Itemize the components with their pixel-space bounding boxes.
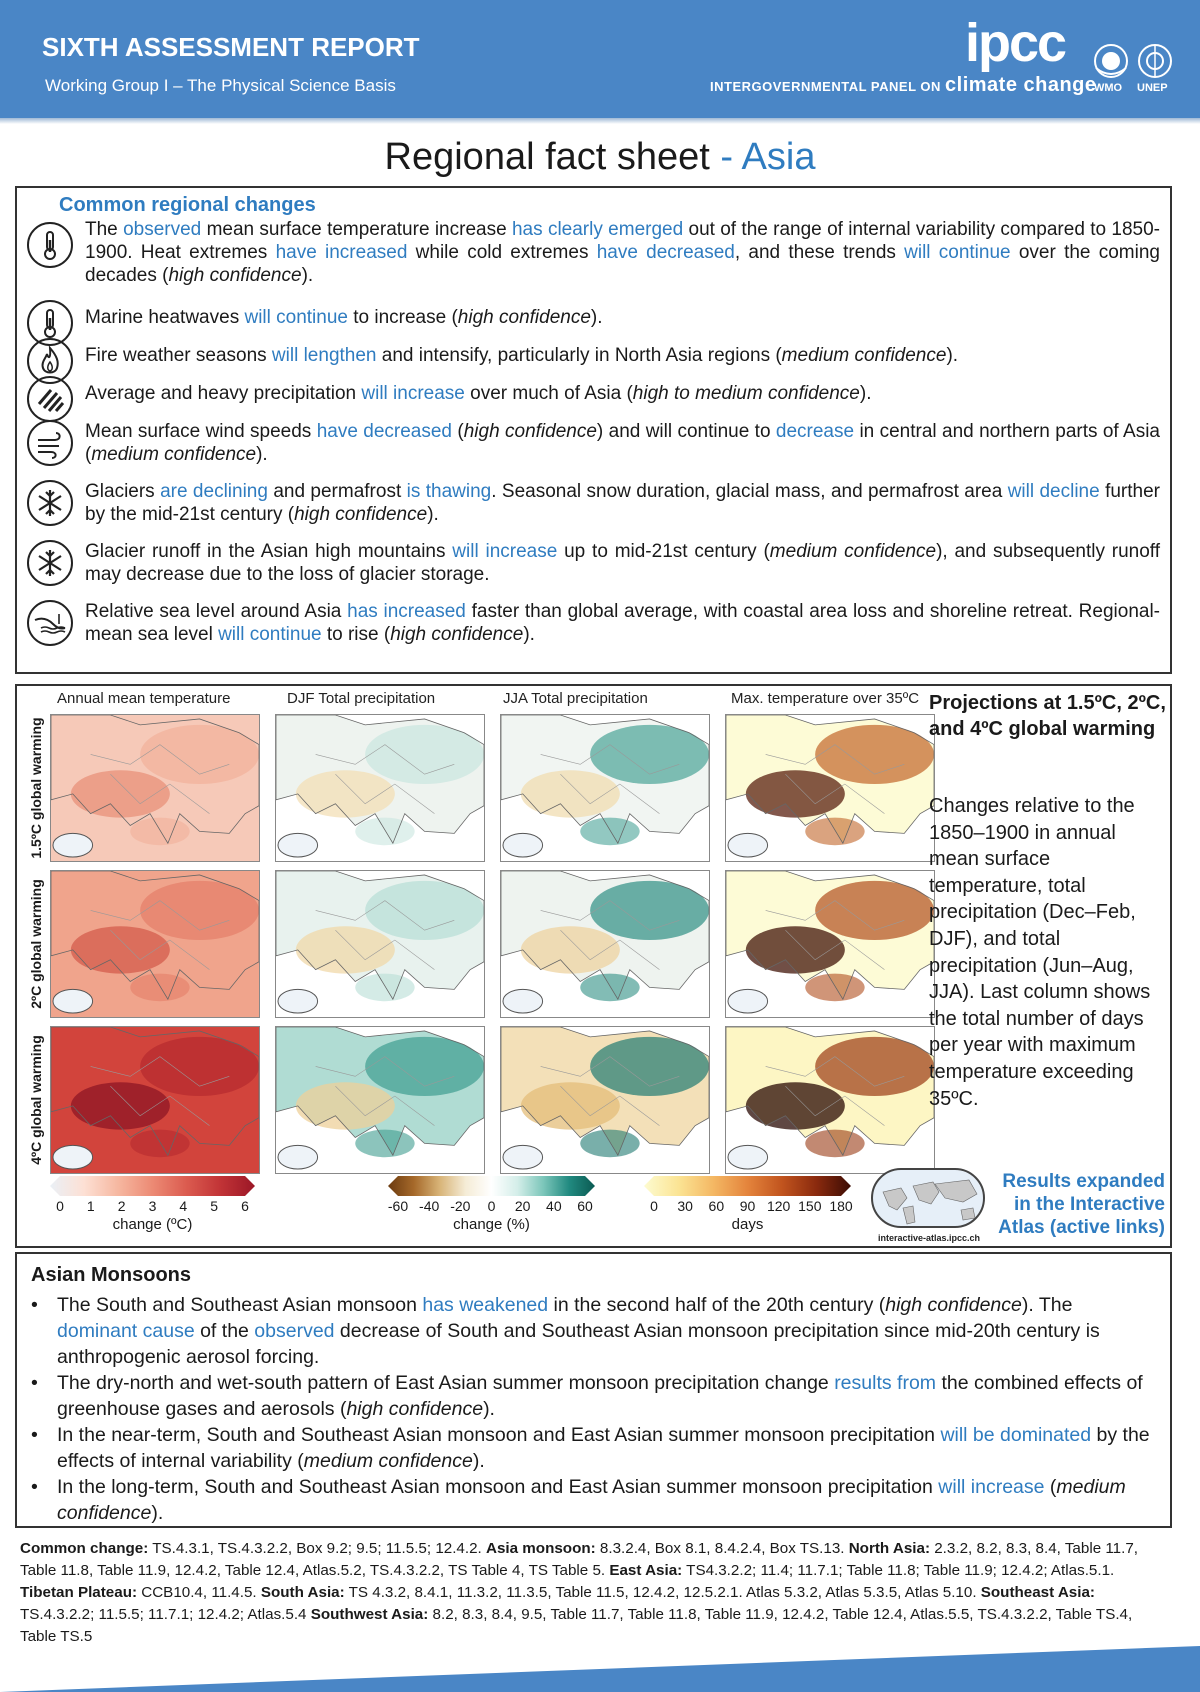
body-text: , and these trends (734, 242, 905, 263)
highlight-text: will increase (452, 541, 558, 562)
projection-map[interactable] (500, 1026, 710, 1174)
body-text: to increase ( (347, 307, 458, 328)
body-text: ). The (1021, 1294, 1073, 1316)
body-text: Average and heavy precipitation (85, 383, 362, 404)
colorbar-tick: 0 (56, 1198, 64, 1214)
colorbar-tick: 5 (210, 1198, 219, 1214)
body-text: faster than global average, with coastal area loss and shoreline retreat. Regional-mean sea level (85, 601, 1161, 645)
projection-title: Projections at 1.5ºC, 2ºC, and 4ºC global warming (929, 692, 1166, 740)
confidence-text: high confidence (168, 265, 302, 286)
highlight-text: will continue (244, 307, 348, 328)
colorbar-tick: 20 (514, 1198, 531, 1214)
colorbar-label: change (ºC) (112, 1216, 193, 1233)
reference-value: CCB10.4, 11.4.5. (137, 1584, 261, 1601)
confidence-text: medium confidence (91, 444, 257, 465)
monsoon-item (31, 1370, 1156, 1422)
body-text: decrease of South and Southeast Asian monsoon precipitation since mid-20th century is anthropogenic aerosol forcing. (57, 1320, 1100, 1368)
body-text: Relative sea level around Asia (85, 601, 348, 622)
highlight-text: has clearly emerged (511, 219, 684, 240)
reference-value: 8.2, 8.3, 8.4, 9.5, Table 11.7, Table 11.8, Table 11.9, 12.4.2, Table 12.4, Atlas.5.5, TS.4.3.2.2, Table TS.4, Table TS.5 (20, 1606, 1133, 1645)
body-text: out of the range of internal variability compared to 1850-1900. Heat extremes (85, 219, 1160, 263)
body-text: ). (256, 444, 268, 465)
common-changes-heading: Common regional changes (59, 194, 316, 216)
projection-map[interactable] (725, 714, 935, 862)
highlight-text: observed (254, 1320, 335, 1342)
colorbar-tick: 0 (487, 1198, 496, 1214)
confidence-text: medium confidence (769, 541, 937, 562)
colorbar-tick: 2 (117, 1198, 126, 1214)
sea-level-icon (27, 600, 73, 646)
projection-map[interactable] (50, 714, 260, 862)
reference-value: 8.3.2.4, Box 8.1, 8.4.2.4, Box TS.13. (595, 1540, 849, 1557)
confidence-text: medium confidence (781, 345, 947, 366)
reference-value: TS.4.3.2.2; 11.5.5; 11.7.1; 12.4.2; Atlas.5.4 (20, 1606, 311, 1623)
body-text: ). (151, 1502, 164, 1524)
confidence-text: high confidence (346, 1398, 484, 1420)
colorbar-tick: 150 (798, 1198, 822, 1214)
highlight-text: will continue (218, 624, 322, 645)
projection-map[interactable] (500, 714, 710, 862)
highlight-text: will increase (938, 1476, 1045, 1498)
body-text: over the coming decades ( (85, 242, 1160, 286)
common-changes-box (15, 186, 1172, 674)
body-text: Marine heatwaves (85, 307, 245, 328)
body-text: to rise ( (321, 624, 391, 645)
monsoon-box (15, 1252, 1172, 1528)
body-text: Glacier runoff in the Asian high mountains (85, 541, 453, 562)
highlight-text: results from (834, 1372, 937, 1394)
body-text: In the near-term, South and Southeast Asian monsoon and East Asian summer monsoon precipitation (57, 1424, 941, 1446)
confidence-text: medium confidence (303, 1450, 473, 1472)
ipcc-logo: ipcc (965, 13, 1066, 73)
change-text (85, 382, 1160, 405)
confidence-text: high confidence (463, 421, 597, 442)
body-text: The (85, 219, 124, 240)
wind-icon (27, 420, 73, 466)
highlight-text: has increased (347, 601, 466, 622)
map-column-title: Max. temperature over 35ºC (731, 690, 920, 707)
body-text: Glaciers (85, 481, 161, 502)
colorbar (50, 1176, 255, 1196)
reference-value: TS4.3.2.2; 11.4; 11.7.1; Table 11.8; Table 11.9; 12.4.2; Atlas.5.1. (682, 1562, 1115, 1579)
colorbar-tick: 90 (739, 1198, 756, 1214)
projection-map[interactable] (725, 870, 935, 1018)
atlas-link[interactable]: Results expanded in the Interactive Atlas (active links) (998, 1171, 1165, 1238)
body-text: mean surface temperature increase (201, 219, 512, 240)
projection-map[interactable] (50, 870, 260, 1018)
reference-value: TS 4.3.2, 8.4.1, 11.3.2, 11.3.5, Table 11.5, 12.4.2, 12.5.2.1. Atlas 5.3.2, Atlas 5.3.5, Atlas 5.10. (344, 1584, 981, 1601)
map-column-title: Annual mean temperature (57, 690, 231, 707)
colorbar-tick: 180 (829, 1198, 853, 1214)
snowflake-icon (27, 480, 73, 526)
monsoon-item (31, 1292, 1156, 1370)
change-text (85, 344, 1160, 367)
body-text: by the effects of internal variability ( (57, 1424, 1150, 1472)
body-text: The dry-north and wet-south pattern of East Asian summer monsoon precipitation change (57, 1372, 835, 1394)
body-text: and permafrost (267, 481, 407, 502)
unep-logo-icon (1136, 42, 1174, 80)
change-text (85, 420, 1160, 466)
body-text: ). (472, 1450, 485, 1472)
body-text: ( (452, 421, 464, 442)
reference-key: Southwest Asia: (310, 1606, 429, 1623)
body-text: further by the mid-21st century ( (85, 481, 1160, 525)
change-text (85, 540, 1160, 586)
atlas-url[interactable]: interactive-atlas.ipcc.ch (878, 1233, 981, 1243)
change-text (85, 306, 1160, 329)
wmo-logo-icon (1092, 42, 1130, 80)
projection-description: Changes relative to the 1850–1900 in annual mean surface temperature, total precipitation (Dec–Feb, DJF), and total precipitation (Jun–Aug, JJA). Last column shows the total number of days per year with maximum temperature exceeding 35ºC. (929, 795, 1151, 1110)
page-title (0, 136, 1200, 179)
colorbar-tick: 120 (766, 1198, 791, 1214)
colorbar-tick: 3 (148, 1198, 157, 1214)
body-text: ( (1044, 1476, 1057, 1498)
projection-map[interactable] (275, 714, 485, 862)
thermometer-icon (27, 222, 73, 268)
map-row-label: 1.5ºC global warming (28, 717, 44, 859)
highlight-text: is thawing (406, 481, 492, 502)
reference-key: Southeast Asia: (980, 1584, 1095, 1601)
tagline-small: INTERGOVERNMENTAL PANEL ON (710, 79, 941, 94)
title-region: Asia (741, 136, 816, 178)
body-text: the combined effects of greenhouse gases and aerosols ( (57, 1372, 1143, 1420)
monsoon-heading: Asian Monsoons (31, 1264, 192, 1286)
report-subtitle: Working Group I – The Physical Science Basis (45, 76, 396, 95)
body-text: ), and subsequently runoff may decrease due to the loss of glacier storage. (85, 541, 1160, 585)
colorbar-tick: 30 (677, 1198, 693, 1214)
body-text: over much of Asia ( (464, 383, 633, 404)
highlight-text: are declining (160, 481, 268, 502)
monsoon-item (31, 1474, 1156, 1526)
reference-key: Tibetan Plateau: (20, 1584, 138, 1601)
highlight-text: decrease (775, 421, 855, 442)
highlight-text: will lengthen (271, 345, 377, 366)
projection-map[interactable] (500, 870, 710, 1018)
header-shadow (0, 118, 1200, 124)
body-text: The South and Southeast Asian monsoon (57, 1294, 423, 1316)
body-text: ). (427, 504, 439, 525)
change-text (85, 480, 1160, 526)
title-main: Regional fact sheet (384, 136, 710, 178)
body-text: in central and northern parts of Asia ( (85, 421, 1160, 465)
confidence-text: high confidence (294, 504, 428, 525)
colorbar-tick: -40 (419, 1198, 440, 1214)
colorbar-tick: -20 (450, 1198, 471, 1214)
body-text: ). (301, 265, 314, 286)
highlight-text: will be dominated (940, 1424, 1092, 1446)
body-text: Mean surface wind speeds (85, 421, 317, 442)
colorbar-tick: 40 (546, 1198, 562, 1214)
unep-label: UNEP (1137, 82, 1168, 94)
references (20, 1538, 1170, 1648)
monsoon-list (31, 1292, 1156, 1526)
highlight-text: will decline (1007, 481, 1100, 502)
reference-key: North Asia: (848, 1540, 931, 1557)
colorbar-tick: -60 (387, 1198, 409, 1214)
colorbar (388, 1176, 595, 1196)
highlight-text: observed (123, 219, 202, 240)
highlight-text: have decreased (596, 242, 735, 263)
confidence-text: high confidence (390, 624, 524, 645)
confidence-text: high confidence (885, 1294, 1022, 1316)
colorbar-label: change (%) (453, 1216, 530, 1233)
body-text: ). (946, 345, 959, 366)
projection-map[interactable] (50, 1026, 260, 1174)
highlight-text: dominant cause (57, 1320, 195, 1342)
map-row-label: 4ºC global warming (28, 1035, 44, 1165)
interactive-atlas-thumbnail[interactable] (871, 1168, 985, 1228)
body-text: in the second half of the 20th century ( (548, 1294, 886, 1316)
body-text: and intensify, particularly in North Asia regions ( (376, 345, 782, 366)
confidence-text: medium confidence (57, 1476, 1126, 1524)
body-text: of the (194, 1320, 255, 1342)
reference-value: TS.4.3.1, TS.4.3.2.2, Box 9.2; 9.5; 11.5.5; 12.4.2. (148, 1540, 486, 1557)
title-separator: - (709, 136, 742, 178)
change-text (85, 600, 1160, 646)
map-column-title: DJF Total precipitation (287, 690, 436, 707)
projection-map[interactable] (725, 1026, 935, 1174)
wmo-label: WMO (1094, 82, 1123, 94)
reference-key: East Asia: (609, 1562, 683, 1579)
report-title: SIXTH ASSESSMENT REPORT (42, 32, 420, 62)
snowflake-icon (27, 540, 73, 586)
body-text: ). (859, 383, 872, 404)
body-text: In the long-term, South and Southeast Asian monsoon and East Asian summer monsoon precipitation (57, 1476, 939, 1498)
confidence-text: high confidence (457, 307, 591, 328)
projection-map[interactable] (275, 1026, 485, 1174)
reference-key: South Asia: (260, 1584, 345, 1601)
body-text: up to mid-21st century ( (557, 541, 770, 562)
map-column-title: JJA Total precipitation (503, 690, 648, 707)
colorbar (644, 1176, 851, 1196)
reference-key: Common change: (20, 1540, 149, 1557)
reference-value: 2.3.2, 8.2, 8.3, 8.4, Table 11.7, Table 11.8, Table 11.9, 12.4.2, Table 12.4, Atlas.5.2, TS.4.3.2.2, TS Table 4, TS Table 5. (20, 1540, 1139, 1579)
colorbar-label: days (731, 1216, 764, 1233)
colorbar-tick: 1 (86, 1198, 95, 1214)
confidence-text: high to medium confidence (632, 383, 860, 404)
colorbar-tick: 6 (241, 1198, 249, 1214)
reference-key: Asia monsoon: (486, 1540, 596, 1557)
colorbar-tick: 60 (577, 1198, 593, 1214)
body-text: . Seasonal snow duration, glacial mass, and permafrost area (491, 481, 1008, 502)
highlight-text: have decreased (316, 421, 452, 442)
body-text: ). (523, 624, 535, 645)
highlight-text: have increased (275, 242, 408, 263)
tagline-big: climate change (945, 74, 1097, 96)
footer-band (0, 1646, 1200, 1692)
change-text (85, 218, 1160, 287)
body-text: ). (590, 307, 603, 328)
body-text: Fire weather seasons (85, 345, 272, 366)
rain-icon (27, 376, 73, 422)
monsoon-item (31, 1422, 1156, 1474)
colorbar-tick: 4 (179, 1198, 188, 1214)
highlight-text: will increase (361, 383, 465, 404)
colorbar-tick: 0 (650, 1198, 658, 1214)
body-text: ). (483, 1398, 495, 1420)
body-text: ) and will continue to (596, 421, 776, 442)
ipcc-tagline (710, 74, 1097, 97)
colorbar-tick: 60 (708, 1198, 725, 1214)
body-text: while cold extremes (407, 242, 597, 263)
highlight-text: has weakened (422, 1294, 549, 1316)
highlight-text: will continue (904, 242, 1011, 263)
map-row-label: 2ºC global warming (28, 879, 44, 1009)
projection-map[interactable] (275, 870, 485, 1018)
